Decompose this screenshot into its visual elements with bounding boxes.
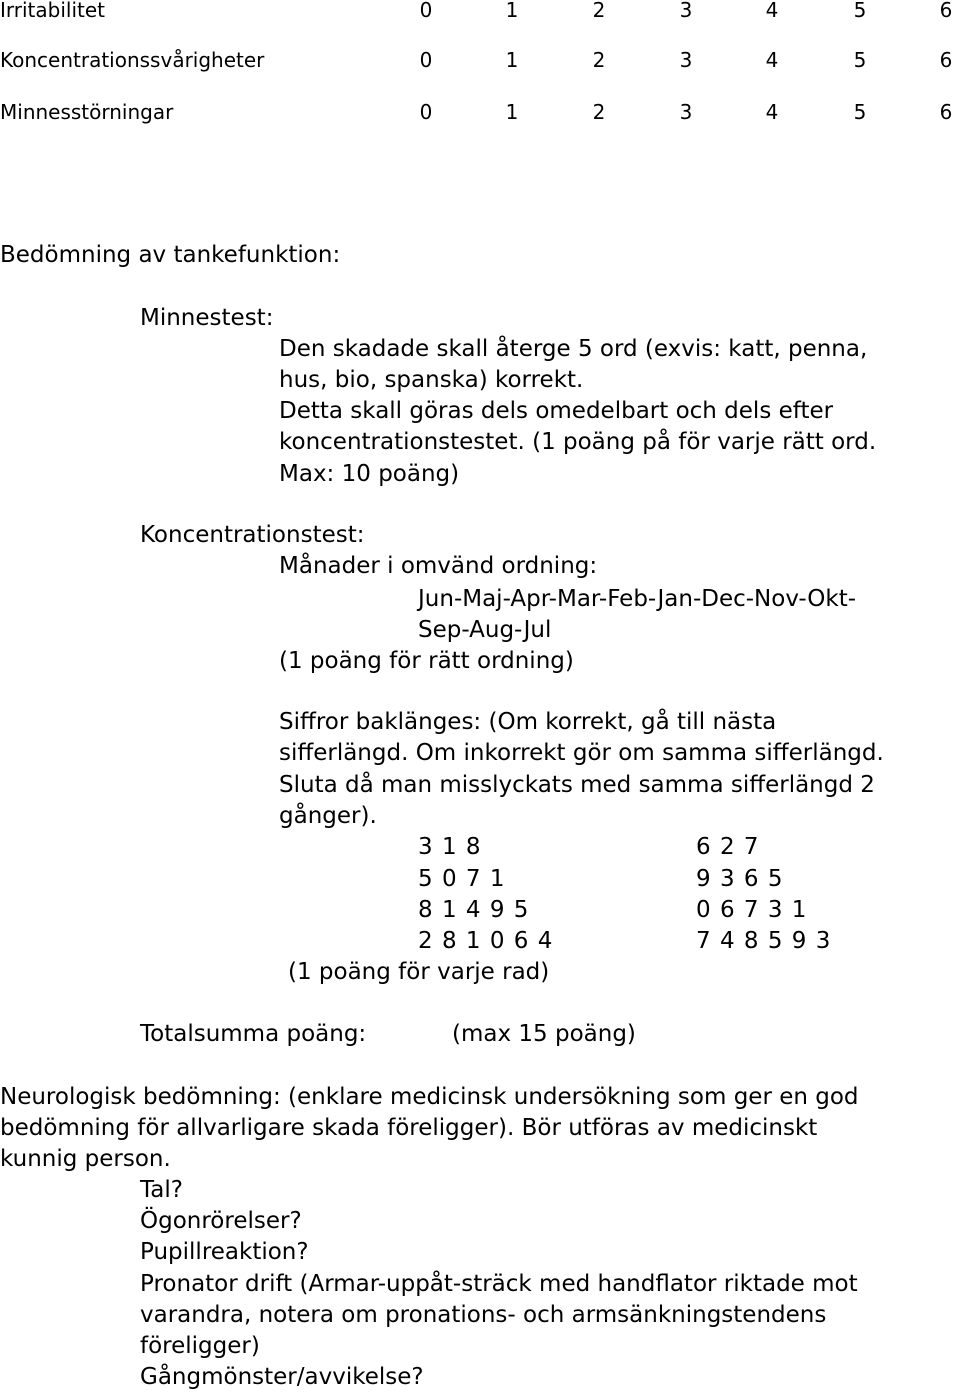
scale-value: 2 (592, 100, 606, 124)
memory-test-text: Den skadade skall återge 5 ord (exvis: katt, penna, (279, 336, 868, 362)
scale-value: 1 (505, 48, 519, 72)
scale-value: 0 (419, 100, 433, 124)
scale-value: 4 (765, 100, 779, 124)
neuro-text: Neurologisk bedömning: (enklare medicinsk undersökning som ger en god (0, 1084, 859, 1110)
neuro-item: Ögonrörelser? (140, 1208, 302, 1234)
digits-instruction: Sluta då man misslyckats med samma sifferlängd 2 (279, 772, 875, 798)
total-score-label: Totalsumma poäng: (140, 1021, 367, 1047)
memory-test-text: koncentrationstestet. (1 poäng på för varje rätt ord. (279, 429, 877, 455)
digit-sequence: 5 0 7 1 (418, 866, 506, 892)
memory-test-title: Minnestest: (140, 305, 274, 331)
neuro-item: föreligger) (140, 1333, 260, 1359)
scale-value: 2 (592, 0, 606, 22)
neuro-text: kunnig person. (0, 1146, 171, 1172)
months-sequence: Sep-Aug-Jul (418, 617, 552, 643)
symptom-label: Irritabilitet (0, 0, 105, 22)
scale-value: 1 (505, 100, 519, 124)
concentration-test-title: Koncentrationstest: (140, 522, 365, 548)
digit-sequence: 2 8 1 0 6 4 (418, 928, 554, 954)
digits-points: (1 poäng för varje rad) (288, 959, 550, 985)
symptom-label: Minnesstörningar (0, 100, 174, 124)
memory-test-text: Detta skall göras dels omedelbart och dels efter (279, 398, 834, 424)
neuro-text: bedömning för allvarligare skada föreligger). Bör utföras av medicinskt (0, 1115, 818, 1141)
digit-sequence: 0 6 7 3 1 (696, 897, 808, 923)
scale-value: 5 (853, 100, 867, 124)
scale-value: 4 (765, 0, 779, 22)
scale-value: 4 (765, 48, 779, 72)
scale-value: 2 (592, 48, 606, 72)
months-label: Månader i omvänd ordning: (279, 553, 598, 579)
months-sequence: Jun-Maj-Apr-Mar-Feb-Jan-Dec-Nov-Okt- (418, 586, 857, 612)
scale-value: 6 (939, 0, 953, 22)
scale-value: 5 (853, 48, 867, 72)
scale-value: 0 (419, 0, 433, 22)
symptom-label: Koncentrationssvårigheter (0, 48, 265, 72)
digits-instruction: Siffror baklänges: (Om korrekt, gå till nästa (279, 709, 777, 735)
scale-value: 3 (679, 48, 693, 72)
scale-value: 3 (679, 0, 693, 22)
neuro-item: Tal? (140, 1177, 183, 1203)
scale-value: 1 (505, 0, 519, 22)
digits-instruction: gånger). (279, 803, 377, 829)
scale-value: 6 (939, 100, 953, 124)
scale-value: 5 (853, 0, 867, 22)
scale-value: 3 (679, 100, 693, 124)
digit-sequence: 6 2 7 (696, 834, 760, 860)
digit-sequence: 3 1 8 (418, 834, 482, 860)
section-heading: Bedömning av tankefunktion: (0, 242, 341, 268)
digit-sequence: 7 4 8 5 9 3 (696, 928, 832, 954)
scale-value: 6 (939, 48, 953, 72)
neuro-item: Pupillreaktion? (140, 1239, 309, 1265)
neuro-item: Pronator drift (Armar-uppåt-sträck med handflator riktade mot (140, 1271, 858, 1297)
neuro-item: Gångmönster/avvikelse? (140, 1364, 424, 1390)
scale-value: 0 (419, 48, 433, 72)
memory-test-text: hus, bio, spanska) korrekt. (279, 367, 584, 393)
total-score-max: (max 15 poäng) (452, 1021, 636, 1047)
digit-sequence: 8 1 4 9 5 (418, 897, 530, 923)
months-points: (1 poäng för rätt ordning) (279, 648, 574, 674)
neuro-item: varandra, notera om pronations- och armsänkningstendens (140, 1302, 827, 1328)
digit-sequence: 9 3 6 5 (696, 866, 784, 892)
memory-test-text: Max: 10 poäng) (279, 461, 460, 487)
digits-instruction: sifferlängd. Om inkorrekt gör om samma sifferlängd. (279, 740, 884, 766)
